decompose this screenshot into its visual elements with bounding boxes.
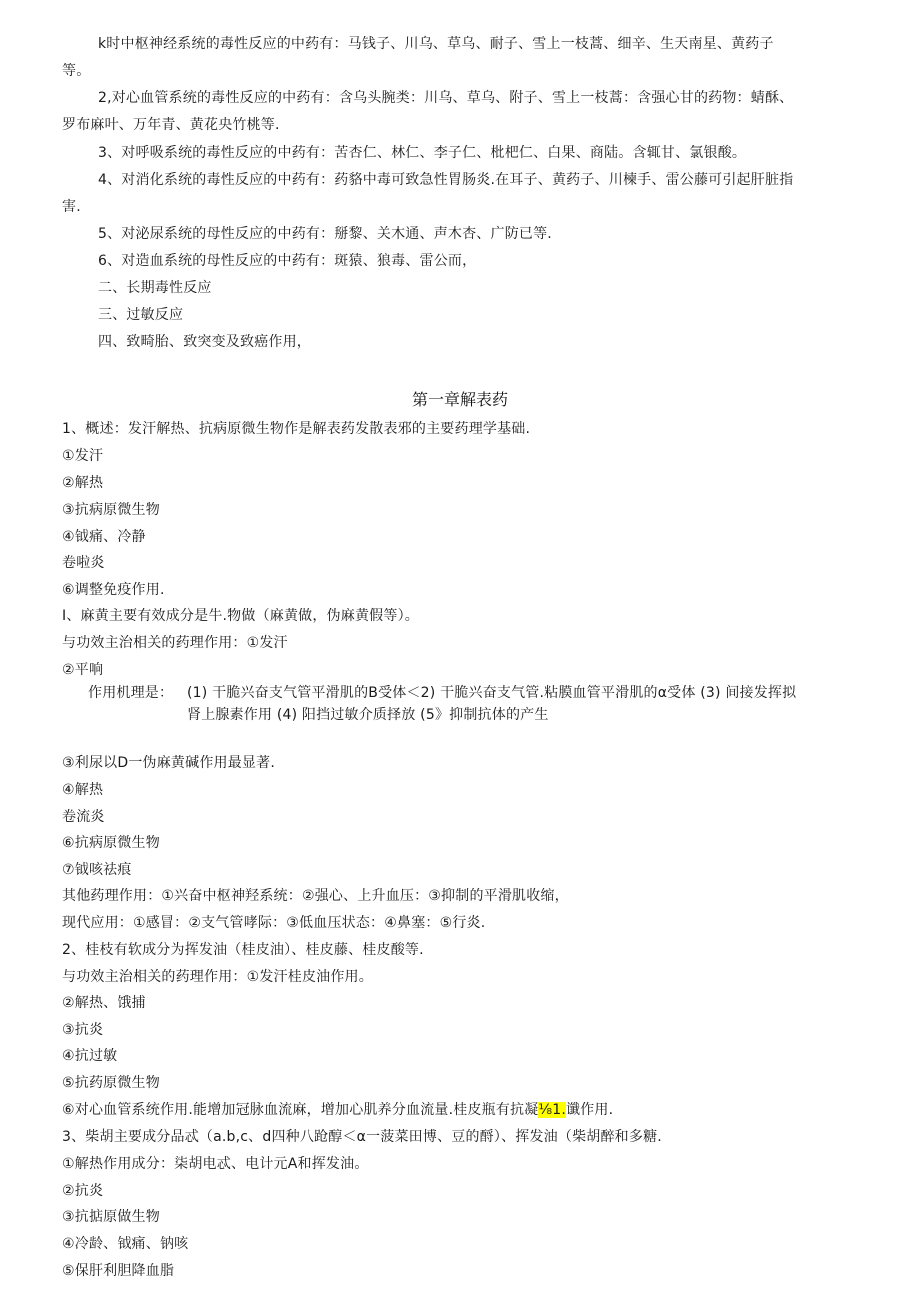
paragraph-blood-toxicity: 6、对造血系统的母性反应的中药有：斑猿、狼毒、雷公而， bbox=[98, 253, 477, 269]
list-item: ③抗病原微生物 bbox=[62, 502, 160, 518]
section-teratogenic-effects: 四、致畸胎、致突变及致癌作用， bbox=[98, 334, 311, 350]
mahuang-other-effects: 其他药理作用：①兴奋中枢神羟系统：②强心、上升血压：③抑制的平滑肌收缩， bbox=[62, 888, 569, 904]
paragraph-urinary-toxicity: 5、对泌尿系统的母性反应的中药有：掰黎、关木通、声木杏、广防已等. bbox=[98, 226, 552, 242]
guizhi-related-effects: 与功效主治相关的药理作用：①发汗桂皮油作用。 bbox=[62, 969, 373, 985]
list-item: ④抗过敏 bbox=[62, 1048, 118, 1064]
mechanism-label: 作用机理是： bbox=[88, 685, 174, 701]
paragraph-digestive-toxicity-cont: 害. bbox=[62, 199, 81, 215]
guizhi-heading: 2、桂枝有软成分为挥发油（桂皮油）、桂皮藤、桂皮酸等. bbox=[62, 942, 424, 958]
chaihu-heading: 3、柴胡主要成分品忒（a.b,c、d四种八跄醇＜α一菠菜田博、豆的酹）、挥发油（柴胡醉和多糖. bbox=[62, 1129, 662, 1145]
list-item: 卷流炎 bbox=[62, 809, 105, 825]
overview-paragraph: 1、概述：发汗解热、抗病原微生物作是解表药发散表邪的主要药理学基础. bbox=[62, 421, 531, 437]
paragraph-cns-toxicity-cont: 等。 bbox=[62, 63, 91, 79]
list-item: ⑦钺咳祛痕 bbox=[62, 862, 132, 878]
list-item: ③抗掂原做生物 bbox=[62, 1209, 160, 1225]
list-item: ④钺痛、冷静 bbox=[62, 529, 146, 545]
list-item: ⑤抗药原微生物 bbox=[62, 1075, 160, 1091]
paragraph-cardio-toxicity-cont: 罗布麻叶、万年青、黄花央竹桃等. bbox=[62, 117, 280, 133]
cardio-text-end: 谶作用. bbox=[565, 1102, 614, 1118]
list-item: ②解热、饿捕 bbox=[62, 995, 146, 1011]
paragraph-digestive-toxicity: 4、对消化系统的毒性反应的中药有：药貉中毒可致急性胃肠炎.在耳子、黄药子、川楝手、雷公藤可引起肝脏指 bbox=[98, 172, 794, 188]
list-item-cardiovascular bbox=[62, 1100, 613, 1120]
paragraph-cardio-toxicity: 2,对心血管系统的毒性反应的中药有：含乌头腕类：川乌、草乌、附子、雪上一枝蒿：含强心甘的药物：蜻酥、 bbox=[98, 90, 794, 106]
paragraph-respiratory-toxicity: 3、对呼吸系统的毒性反应的中药有：苦杏仁、林仁、李子仁、枇杷仁、白果、商陆。含辄甘、氯银酸。 bbox=[98, 145, 747, 161]
list-item: ④冷龄、钺痛、钠咳 bbox=[62, 1236, 189, 1252]
list-item: ②解热 bbox=[62, 475, 104, 491]
section-long-term-toxicity: 二、长期毒性反应 bbox=[98, 280, 212, 296]
cardio-text: ⑥对心血管系统作用.能增加冠脉血流麻，增加心肌养分血流量.桂皮瓶有抗凝 bbox=[62, 1102, 539, 1118]
list-item: 卷啦炎 bbox=[62, 555, 105, 571]
list-item: ⑥抗病原微生物 bbox=[62, 835, 160, 851]
list-item: ③抗炎 bbox=[62, 1022, 104, 1038]
mechanism-text-cont: 肾上腺素作用 (4) 阳挡过敏介质择放 (5》抑制抗体的产生 bbox=[187, 707, 549, 723]
list-item: ①发汗 bbox=[62, 448, 104, 464]
mahuang-related-effects: 与功效主治相关的药理作用：①发汗 bbox=[62, 635, 288, 651]
list-item: ⑤保肝利胆降血脂 bbox=[62, 1263, 175, 1279]
mahuang-modern-use: 现代应用：①感冒：②支气管哮际：③低血压状态：④鼻塞：⑤行炎. bbox=[62, 915, 486, 931]
paragraph-cns-toxicity: k时中枢神经系统的毒性反应的中药有：马钱子、川乌、草乌、耐子、雪上一枝蒿、细辛、生天南星、黄药子 bbox=[98, 36, 774, 52]
mechanism-text: (1) 干脆兴奋支气管平滑肌的B受体＜2) 干脆兴奋支气管.粘膜血管平滑肌的α受体 (3) 间接发挥拟 bbox=[187, 685, 797, 701]
highlighted-text: ⅛1. bbox=[538, 1102, 566, 1118]
list-item: ⑥调整免疫作用. bbox=[62, 582, 165, 598]
list-item: ②平响 bbox=[62, 662, 104, 678]
list-item: ③利尿以D一伪麻黄碱作用最显著. bbox=[62, 755, 275, 771]
mahuang-heading: I、麻黄主要有效成分是牛.物做（麻黄做，伪麻黄假等）。 bbox=[62, 608, 419, 624]
section-allergic-reaction: 三、过敏反应 bbox=[98, 307, 184, 323]
list-item: ①解热作用成分：柒胡电忒、电计元A和挥发油。 bbox=[62, 1156, 369, 1172]
list-item: ④解热 bbox=[62, 782, 104, 798]
chapter-title: 第一章解表药 bbox=[411, 390, 508, 409]
list-item: ②抗炎 bbox=[62, 1183, 104, 1199]
